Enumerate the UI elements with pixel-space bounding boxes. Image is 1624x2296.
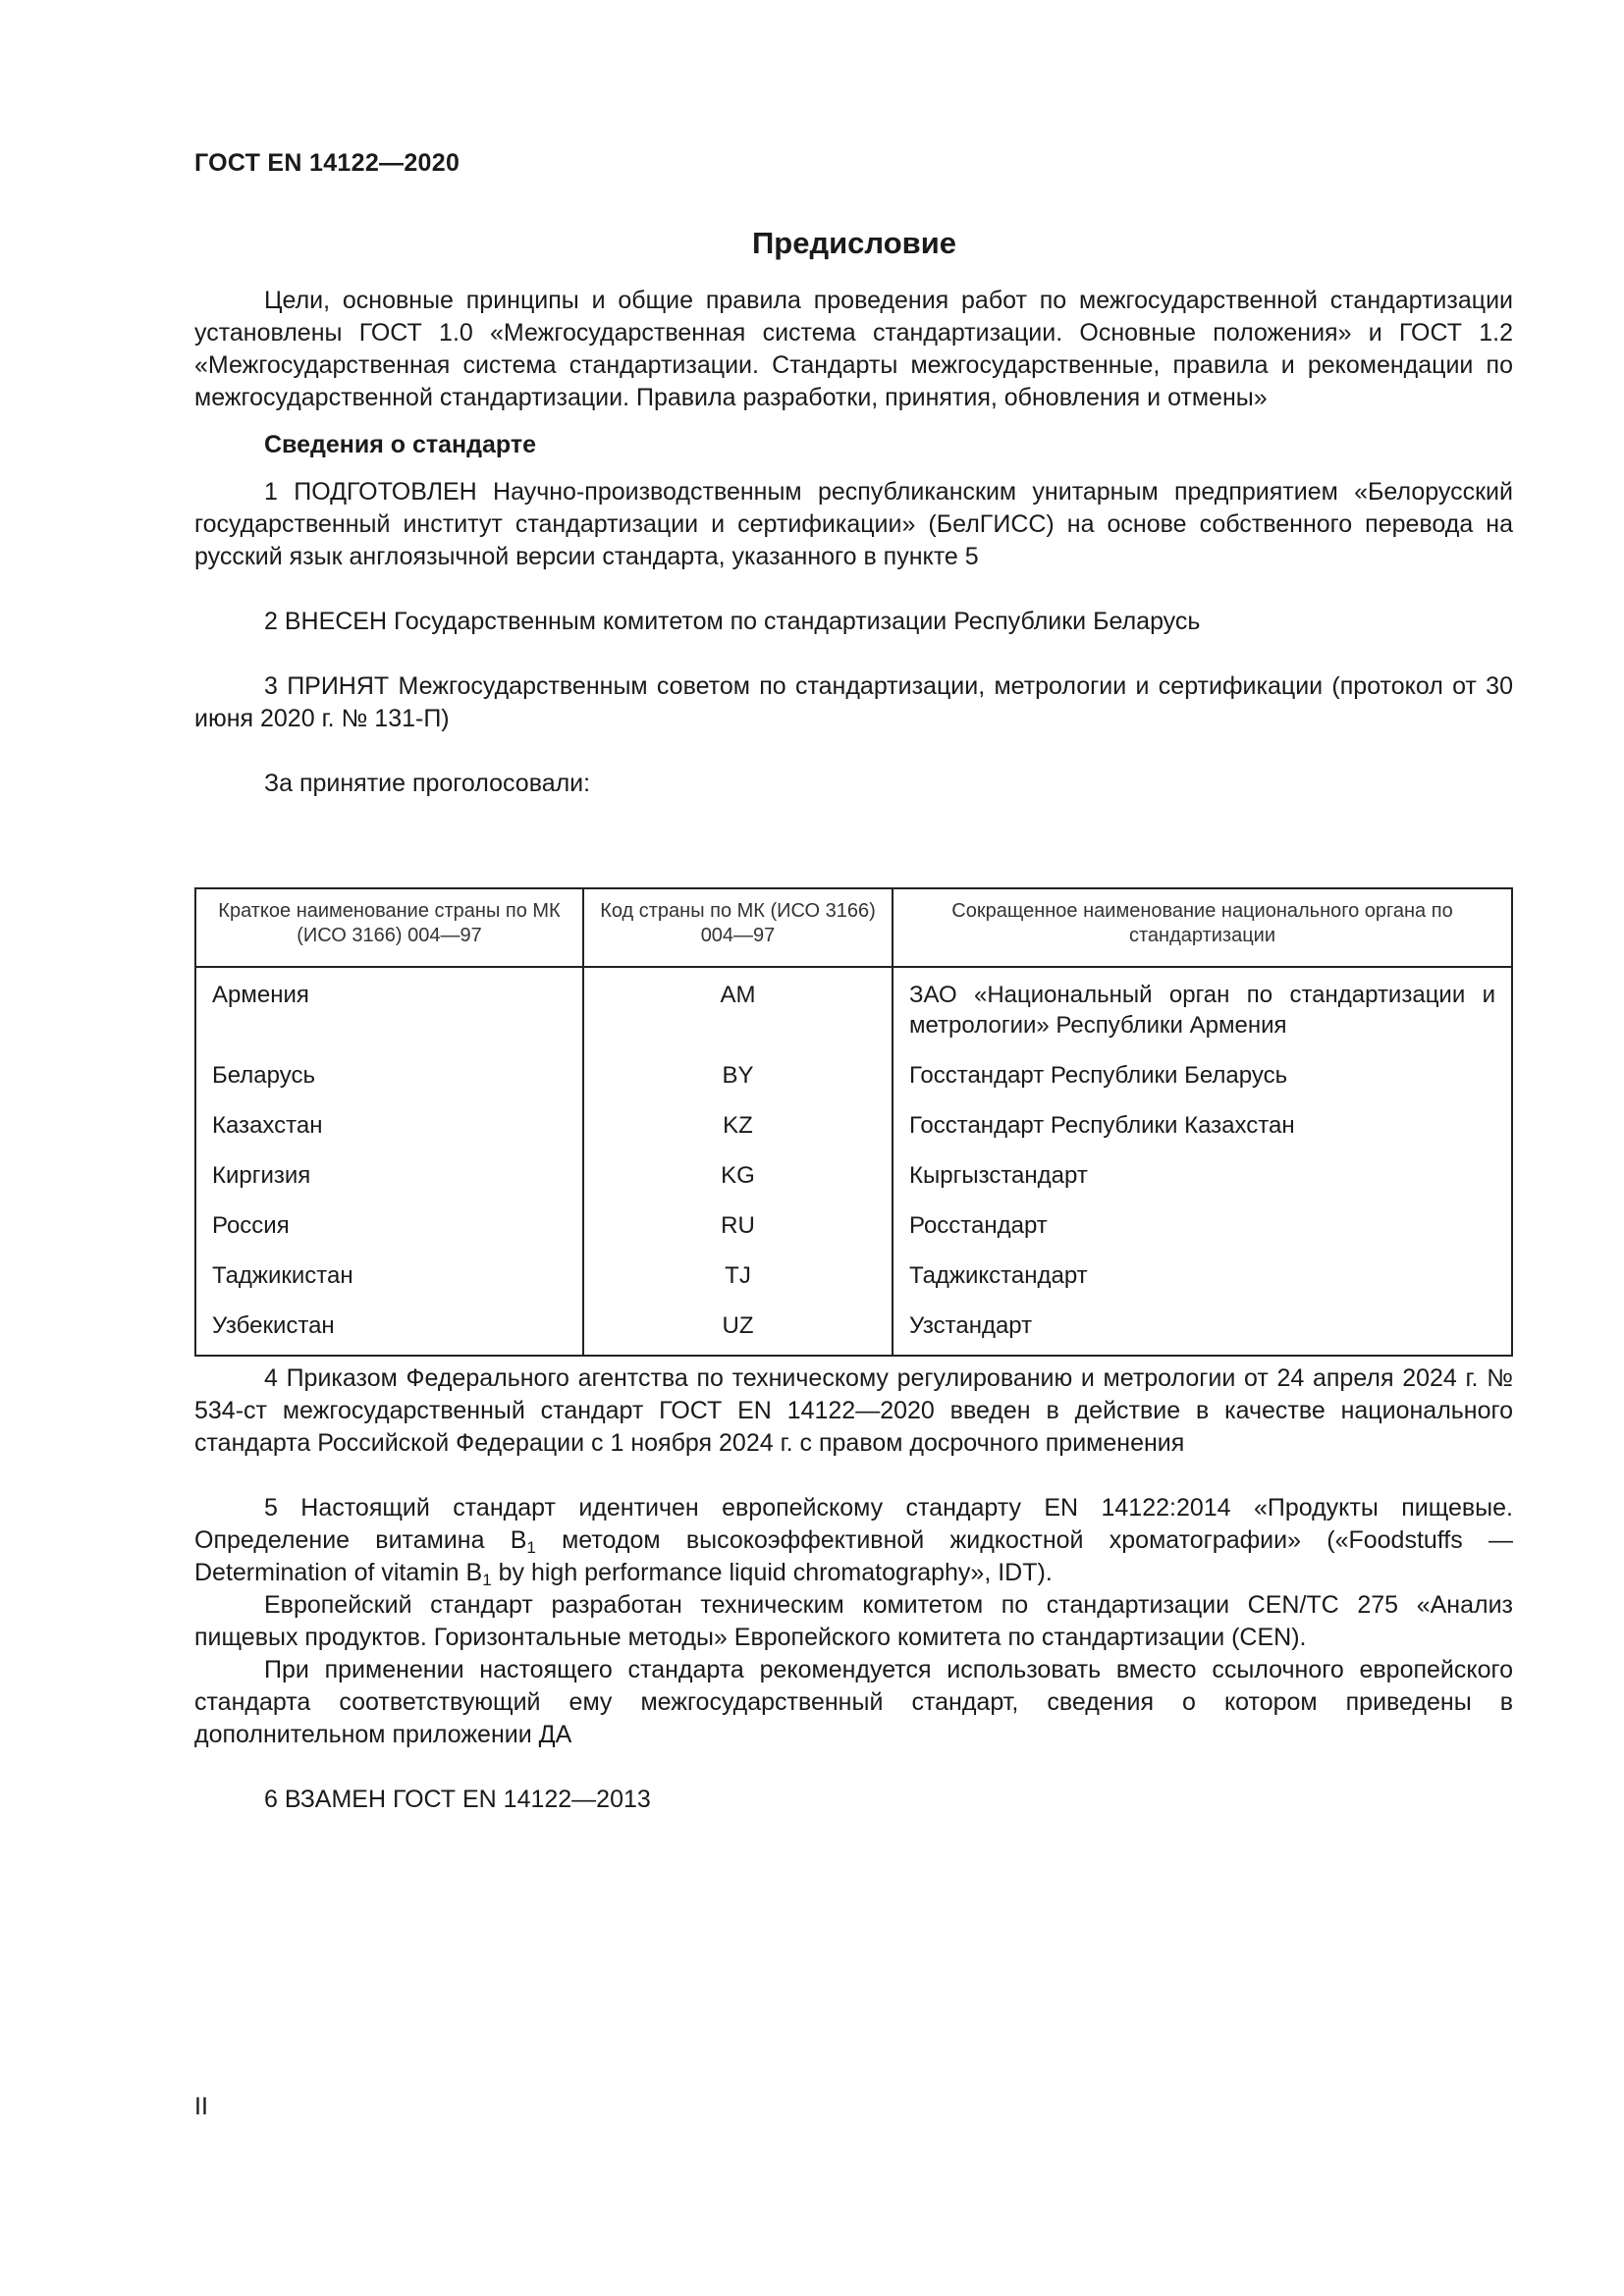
org-cell: ЗАО «Национальный орган по стандартизации и метрологии» Республики Армения bbox=[893, 967, 1512, 1060]
table-header-country: Краткое наименование страны по МК (ИСО 3166) 004—97 bbox=[195, 888, 583, 967]
item-identical bbox=[194, 1492, 1513, 1589]
item-submitted: 2 ВНЕСЕН Государственным комитетом по стандартизации Республики Беларусь bbox=[264, 608, 1201, 635]
country-cell: Киргизия bbox=[195, 1160, 583, 1210]
table-header-org: Сокращенное наименование национального органа по стандартизации bbox=[893, 888, 1512, 967]
code-cell: UZ bbox=[583, 1310, 893, 1356]
info-heading: Сведения о стандарте bbox=[264, 431, 537, 458]
country-cell: Узбекистан bbox=[195, 1310, 583, 1356]
code-cell: BY bbox=[583, 1060, 893, 1110]
table-header-code: Код страны по МК (ИСО 3166) 004—97 bbox=[583, 888, 893, 967]
item-adopted: 3 ПРИНЯТ Межгосударственным советом по стандартизации, метрологии и сертификации (протокол от 30 июня 2020 г. № 131-П) bbox=[194, 672, 1513, 732]
subscript-1: 1 bbox=[526, 1538, 536, 1557]
item-prepared: 1 ПОДГОТОВЛЕН Научно-производственным республиканским унитарным предприятием «Белорусский государственный институт стандартизации и сертификации» (БелГИСС) на основе собственного перевода на русский язык англоязычной версии стандарта, указанного в пункте 5 bbox=[194, 478, 1513, 570]
identical-text-3: by high performance liquid chromatography», IDT). bbox=[491, 1559, 1053, 1586]
item-european: Европейский стандарт разработан техническим комитетом по стандартизации CEN/TC 275 «Анализ пищевых продуктов. Горизонтальные методы» Европейского комитета по стандартизации (CEN). bbox=[194, 1591, 1513, 1651]
item-replaced: 6 ВЗАМЕН ГОСТ EN 14122—2013 bbox=[264, 1786, 651, 1813]
table-row bbox=[195, 1110, 1512, 1160]
country-cell: Казахстан bbox=[195, 1110, 583, 1160]
code-cell: TJ bbox=[583, 1260, 893, 1310]
item-order: 4 Приказом Федерального агентства по техническому регулированию и метрологии от 24 апреля 2024 г. № 534-ст межгосударственный стандарт ГОСТ EN 14122—2020 введен в действие в качестве национального стандарта Российской Федерации с 1 ноября 2024 г. с правом досрочного применения bbox=[194, 1364, 1513, 1457]
subscript-2: 1 bbox=[482, 1571, 492, 1589]
table-row bbox=[195, 1160, 1512, 1210]
table-row bbox=[195, 1210, 1512, 1260]
intro-paragraph: Цели, основные принципы и общие правила проведения работ по межгосударственной стандартизации установлены ГОСТ 1.0 «Межгосударственная система стандартизации. Основные положения» и ГОСТ 1.2 «Межгосударственная система стандартизации. Стандарты межгосударственные, правила и рекомендации по межгосударственной стандартизации. Правила разработки, принятия, обновления и отмены» bbox=[194, 287, 1513, 411]
identical-text-2: методом высокоэффективной жидкостной хроматографии» («Foodstuffs — Determination of vitamin B bbox=[194, 1526, 1513, 1586]
country-cell: Армения bbox=[195, 967, 583, 1060]
table-row bbox=[195, 1260, 1512, 1310]
table-row bbox=[195, 967, 1512, 1060]
country-cell: Таджикистан bbox=[195, 1260, 583, 1310]
item-application: При применении настоящего стандарта рекомендуется использовать вместо ссылочного европейского стандарта соответствующий ему межгосударственный стандарт, сведения о котором приведены в дополнительном приложении ДА bbox=[194, 1656, 1513, 1748]
page-title: Предисловие bbox=[751, 226, 956, 260]
code-cell: KZ bbox=[583, 1110, 893, 1160]
document-code-header: ГОСТ EN 14122—2020 bbox=[194, 149, 460, 177]
country-cell: Россия bbox=[195, 1210, 583, 1260]
member-states-table bbox=[194, 887, 1513, 1357]
table-row bbox=[195, 1310, 1512, 1356]
org-cell: Кыргызстандарт bbox=[893, 1160, 1512, 1210]
table-row bbox=[195, 1060, 1512, 1110]
org-cell: Таджикстандарт bbox=[893, 1260, 1512, 1310]
org-cell: Узстандарт bbox=[893, 1310, 1512, 1356]
intro-section bbox=[194, 285, 1513, 800]
closing-section bbox=[194, 1362, 1513, 1816]
page-number: II bbox=[194, 2093, 208, 2120]
country-cell: Беларусь bbox=[195, 1060, 583, 1110]
org-cell: Госстандарт Республики Казахстан bbox=[893, 1110, 1512, 1160]
identical-text-1: 5 Настоящий стандарт идентичен европейскому стандарту EN 14122:2014 «Продукты пищевые. Определение витамина B bbox=[194, 1494, 1513, 1554]
org-cell: Росстандарт bbox=[893, 1210, 1512, 1260]
item-voted: За принятие проголосовали: bbox=[264, 770, 591, 797]
code-cell: KG bbox=[583, 1160, 893, 1210]
code-cell: RU bbox=[583, 1210, 893, 1260]
org-cell: Госстандарт Республики Беларусь bbox=[893, 1060, 1512, 1110]
code-cell: AM bbox=[583, 967, 893, 1060]
table-header-row bbox=[195, 888, 1512, 967]
